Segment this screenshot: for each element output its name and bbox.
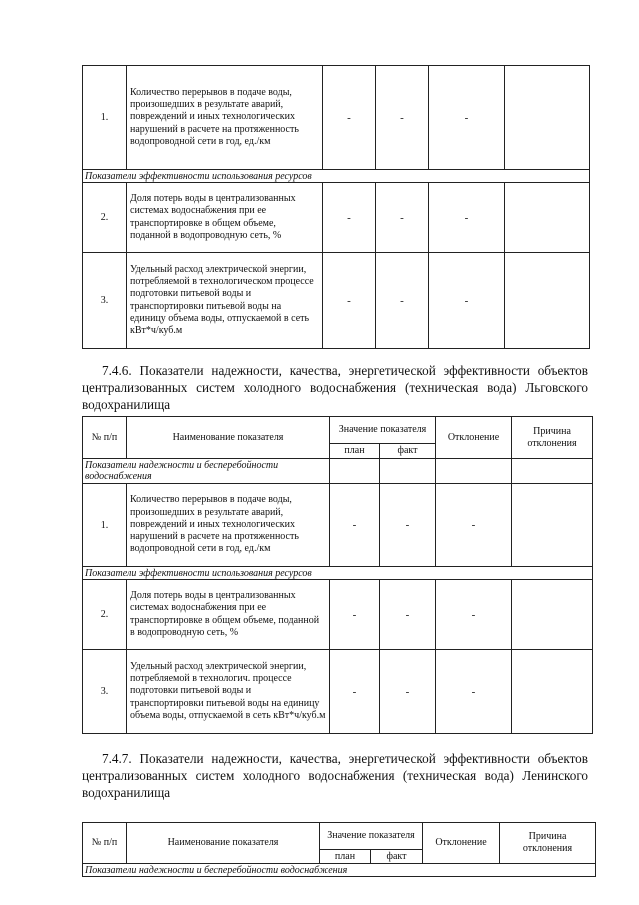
- table-row: [83, 650, 593, 734]
- indicator-name: Удельный расход электрической энергии, потребляемой в технологическом процессе подготовки питьевой воды и транспортировки питьевой воды на единицу объема воды, отпускаемой в сеть кВт*ч/куб.м: [127, 253, 323, 349]
- deviation-value: -: [436, 650, 512, 734]
- section-row: [83, 864, 596, 877]
- section-title: Показатели эффективности использования ресурсов: [83, 170, 590, 183]
- header-value: Значение показателя: [320, 823, 423, 850]
- reason-cell: [512, 484, 593, 567]
- deviation-value: -: [429, 253, 505, 349]
- table-leninsky-reservoir: [82, 822, 596, 877]
- header-fact: факт: [380, 444, 436, 459]
- fact-value: -: [376, 183, 429, 253]
- header-deviation: Отклонение: [436, 417, 512, 459]
- section-row: [83, 459, 593, 484]
- table-row: [83, 183, 590, 253]
- table-row: [83, 253, 590, 349]
- section-heading-7-4-7: 7.4.7. Показатели надежности, качества, энергетической эффективности объектов централизованных систем холодного водоснабжения (техническая вода) Ленинского водохранилища: [82, 751, 588, 800]
- fact-value: -: [376, 66, 429, 170]
- fact-value: -: [380, 650, 436, 734]
- deviation-value: -: [429, 66, 505, 170]
- deviation-value: -: [436, 580, 512, 650]
- plan-value: -: [330, 580, 380, 650]
- section-row: [83, 567, 593, 580]
- indicator-name: Количество перерывов в подаче воды, произошедших в результате аварий, повреждений и иных технологических нарушений в расчете на протяженность водопроводной сети в год, ед./км: [127, 484, 330, 567]
- header-number: № п/п: [83, 823, 127, 864]
- reason-cell: [505, 66, 590, 170]
- header-deviation: Отклонение: [423, 823, 500, 864]
- deviation-value: -: [429, 183, 505, 253]
- fact-value: -: [376, 253, 429, 349]
- section-title: Показатели эффективности использования ресурсов: [83, 567, 593, 580]
- section-row: [83, 170, 590, 183]
- section-title: Показатели надежности и бесперебойности водоснабжения: [83, 459, 330, 484]
- table-continuation: [82, 65, 590, 349]
- header-value: Значение показателя: [330, 417, 436, 444]
- header-plan: план: [330, 444, 380, 459]
- row-number: 3.: [83, 253, 127, 349]
- indicator-name: Доля потерь воды в централизованных системах водоснабжения при ее транспортировке в общем объеме, поданной в водопроводную сеть, %: [127, 580, 330, 650]
- reason-cell: [512, 580, 593, 650]
- reason-cell: [505, 183, 590, 253]
- table-row: [83, 580, 593, 650]
- indicator-name: Количество перерывов в подаче воды, произошедших в результате аварий, повреждений и иных технологических нарушений в расчете на протяженность водопроводной сети в год, ед./км: [127, 66, 323, 170]
- plan-value: -: [323, 253, 376, 349]
- plan-value: -: [330, 484, 380, 567]
- row-number: 3.: [83, 650, 127, 734]
- reason-cell: [512, 650, 593, 734]
- fact-value: -: [380, 580, 436, 650]
- header-name: Наименование показателя: [127, 823, 320, 864]
- header-name: Наименование показателя: [127, 417, 330, 459]
- row-number: 2.: [83, 580, 127, 650]
- table-lgov-reservoir: [82, 416, 593, 734]
- header-reason: Причина отклонения: [500, 823, 596, 864]
- table-row: [83, 66, 590, 170]
- header-row: [83, 823, 596, 850]
- header-row: [83, 417, 593, 444]
- fact-value: -: [380, 484, 436, 567]
- plan-value: -: [323, 183, 376, 253]
- header-fact: факт: [371, 850, 423, 864]
- row-number: 1.: [83, 66, 127, 170]
- indicator-name: Удельный расход электрической энергии, потребляемой в технологич. процессе подготовки питьевой воды и транспортировки питьевой воды на единицу объема воды, отпускаемой в сеть кВт*ч/куб.м: [127, 650, 330, 734]
- reason-cell: [505, 253, 590, 349]
- plan-value: -: [323, 66, 376, 170]
- indicator-name: Доля потерь воды в централизованных системах водоснабжения при ее транспортировке в общем объеме, поданной в водопроводную сеть, %: [127, 183, 323, 253]
- deviation-value: -: [436, 484, 512, 567]
- section-title: Показатели надежности и бесперебойности водоснабжения: [83, 864, 596, 877]
- header-reason: Причина отклонения: [512, 417, 593, 459]
- row-number: 2.: [83, 183, 127, 253]
- section-heading-7-4-6: 7.4.6. Показатели надежности, качества, энергетической эффективности объектов централизованных систем холодного водоснабжения (техническая вода) Льговского водохранилища: [82, 363, 588, 412]
- header-plan: план: [320, 850, 371, 864]
- row-number: 1.: [83, 484, 127, 567]
- plan-value: -: [330, 650, 380, 734]
- header-number: № п/п: [83, 417, 127, 459]
- table-row: [83, 484, 593, 567]
